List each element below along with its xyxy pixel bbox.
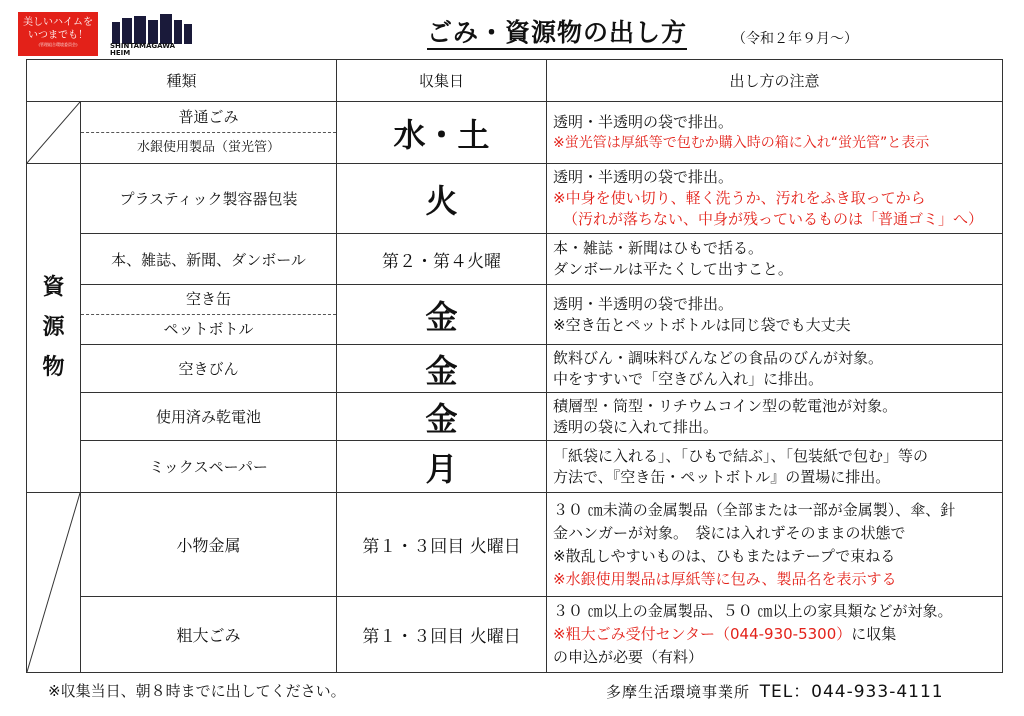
diagonal-cell — [27, 102, 81, 164]
row-bottle — [27, 345, 1003, 393]
category-plastic: プラスティック製容器包装 — [81, 164, 337, 234]
row-paper — [27, 234, 1003, 285]
category-metal: 小物金属 — [81, 493, 337, 597]
header-row — [27, 60, 1003, 102]
row-plastic — [27, 164, 1003, 234]
note-battery: 積層型・筒型・リチウムコイン型の乾電池が対象。 透明の袋に入れて排出。 — [547, 393, 1003, 441]
category-battery: 使用済み乾電池 — [81, 393, 337, 441]
note-sodai: ３０ ㎝以上の金属製品、５０ ㎝以上の家具類などが対象。 ※粗大ごみ受付センター（044-930-5300）に収集 の申込が必要（有料） — [547, 597, 1003, 673]
category-futsu: 普通ごみ 水銀使用製品（蛍光管） — [81, 102, 337, 164]
row-battery — [27, 393, 1003, 441]
day-metal: 第１・３回目 火曜日 — [337, 493, 547, 597]
note-mixpaper: 「紙袋に入れる」、「ひもで結ぶ」、「包装紙で包む」等の 方法で、『空き缶・ペットボトル』の置場に排出。 — [547, 441, 1003, 493]
association-logo: 美しいハイムを いつまでも！ (管理組合環境委員会) — [18, 12, 98, 56]
header-type: 種類 — [27, 60, 337, 102]
row-sodai — [27, 597, 1003, 673]
brand-text: SHINTAMAGAWA HEIM — [110, 42, 176, 57]
day-mixpaper: 月 — [337, 441, 547, 493]
diagonal-cell-bottom — [27, 493, 81, 673]
header-day: 収集日 — [337, 60, 547, 102]
page-subtitle: （令和２年９月～） — [732, 31, 858, 47]
building-logo — [110, 12, 194, 56]
category-bottle: 空きびん — [81, 345, 337, 393]
day-plastic: 火 — [337, 164, 547, 234]
note-plastic: 透明・半透明の袋で排出。 ※中身を使い切り、軽く洗うか、汚れをふき取ってから （汚れが落ちない、中身が残っているものは「普通ゴミ」へ） — [547, 164, 1003, 234]
day-can: 金 — [337, 285, 547, 345]
footer-note: ※収集当日、朝８時までに出してください。 — [48, 682, 346, 700]
row-metal — [27, 493, 1003, 597]
header-note: 出し方の注意 — [547, 60, 1003, 102]
day-futsu: 水・土 — [337, 102, 547, 164]
row-mixpaper — [27, 441, 1003, 493]
row-futsu — [27, 102, 1003, 164]
schedule-table — [26, 59, 1003, 673]
category-can: 空き缶 ペットボトル — [81, 285, 337, 345]
day-paper: 第２・第４火曜 — [337, 234, 547, 285]
category-paper: 本、雑誌、新聞、ダンボール — [81, 234, 337, 285]
note-futsu: 透明・半透明の袋で排出。 ※蛍光管は厚紙等で包むか購入時の箱に入れ“蛍光管”と表示 — [547, 102, 1003, 164]
row-can — [27, 285, 1003, 345]
note-metal: ３０ ㎝未満の金属製品（全部または一部が金属製）、傘、針 金ハンガーが対象。 袋には入れずそのままの状態で ※散乱しやすいものは、ひもまたはテープで束ねる ※水銀使用製品は厚紙等に包み、製品名を表示する — [547, 493, 1003, 597]
side-label-shigenbutsu: 資 源 物 — [27, 164, 81, 493]
note-can: 透明・半透明の袋で排出。 ※空き缶とペットボトルは同じ袋でも大丈夫 — [547, 285, 1003, 345]
category-mixpaper: ミックスペーパー — [81, 441, 337, 493]
day-battery: 金 — [337, 393, 547, 441]
note-bottle: 飲料びん・調味料びんなどの食品のびんが対象。 中をすすいで「空きびん入れ」に排出。 — [547, 345, 1003, 393]
footer-contact: 多摩生活環境事業所 TEL：044-933-4111 — [606, 682, 944, 702]
category-sodai: 粗大ごみ — [81, 597, 337, 673]
day-bottle: 金 — [337, 345, 547, 393]
page-title: ごみ・資源物の出し方 — [427, 18, 687, 50]
day-sodai: 第１・３回目 火曜日 — [337, 597, 547, 673]
note-paper: 本・雑誌・新聞はひもで括る。 ダンボールは平たくして出すこと。 — [547, 234, 1003, 285]
